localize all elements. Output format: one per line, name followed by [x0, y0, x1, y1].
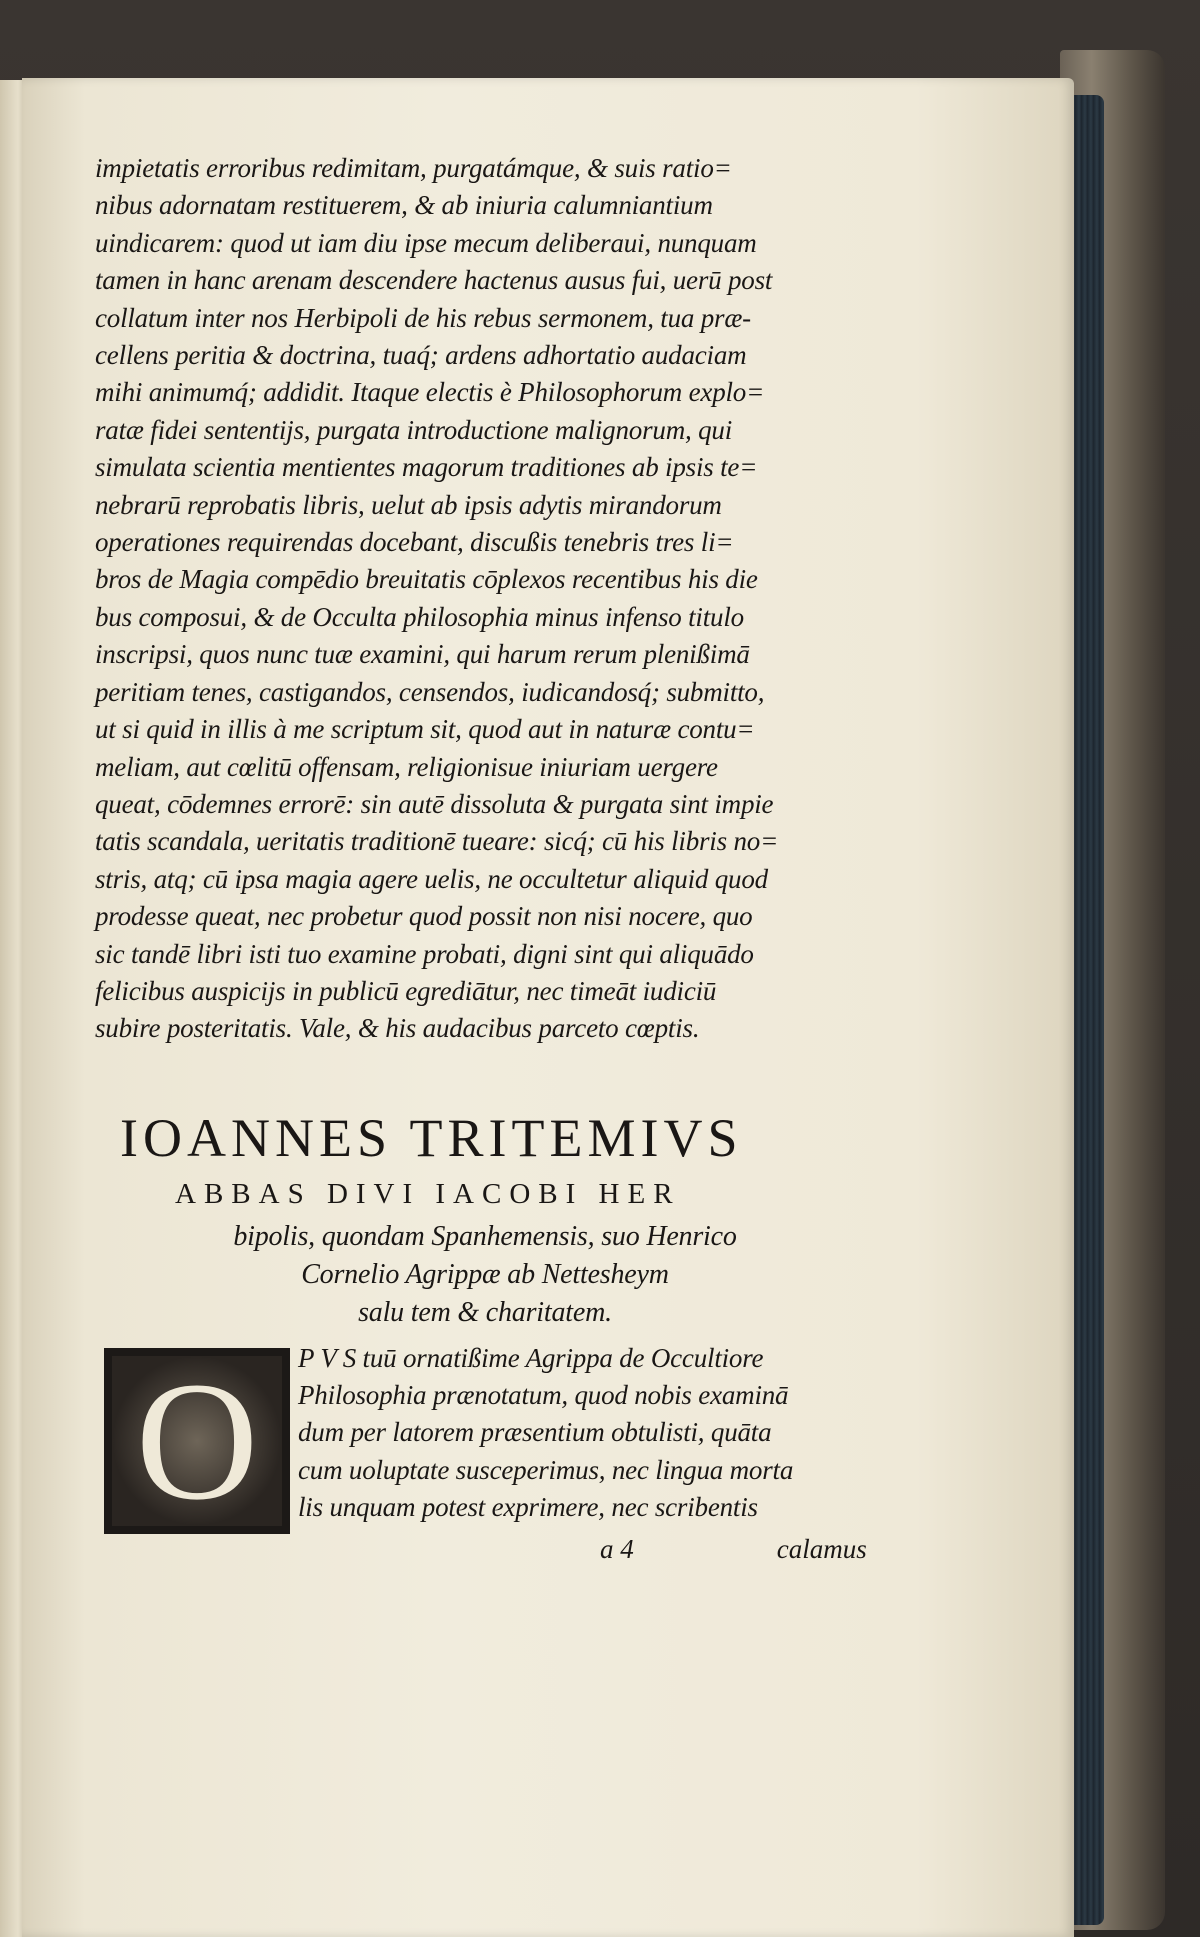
text-line: tamen in hanc arenam descendere hactenus ausus fui, uerū post	[95, 265, 773, 296]
text-line: cum uoluptate susceperimus, nec lingua morta	[298, 1454, 794, 1485]
decorated-initial	[104, 1348, 290, 1534]
initial-letter: O	[135, 1347, 259, 1535]
section-heading: IOANNES TRITEMIVS	[120, 1108, 743, 1168]
text-line: Philosophia prænotatum, quod nobis examinā	[298, 1380, 789, 1411]
salutation-line: salu tem & charitatem.	[358, 1297, 612, 1328]
text-line: lis unquam potest exprimere, nec scribentis	[298, 1491, 758, 1522]
page-footer	[600, 1534, 867, 1565]
text-line: nebrarū reprobatis libris, uelut ab ipsis adytis mirandorum	[95, 489, 722, 520]
text-line: impietatis erroribus redimitam, purgatámque, & suis ratio=	[95, 153, 732, 183]
text-line: subire posteritatis. Vale, & his audacibus parceto cœptis.	[95, 1013, 700, 1044]
salutation-line: Cornelio Agrippæ ab Nettesheym	[301, 1259, 669, 1290]
text-line: nibus adornatam restituerem, & ab iniuria calumniantium	[95, 190, 713, 221]
salutation-line: bipolis, quondam Spanhemensis, suo Henrico	[233, 1221, 737, 1252]
text-line: bus composui, & de Occulta philosophia minus infenso titulo	[95, 601, 744, 632]
text-line: uindicarem: quod ut iam diu ipse mecum deliberaui, nunquam	[95, 227, 757, 258]
text-line: bros de Magia compēdio breuitatis cōplexos recentibus his die	[95, 564, 758, 595]
text-line: ut si quid in illis à me scriptum sit, quod aut in naturæ contu=	[95, 714, 755, 745]
page-stack-edge	[1070, 95, 1104, 1925]
text-line: meliam, aut cœlitū offensam, religionisue iniuriam uergere	[95, 751, 718, 782]
text-line: queat, cōdemnes errorē: sin autē dissoluta & purgata sint impie	[95, 788, 774, 819]
text-line: cellens peritia & doctrina, tuaq́; ardens adhortatio audaciam	[95, 340, 747, 371]
text-line: collatum inter nos Herbipoli de his rebus sermonem, tua præ-	[95, 302, 751, 333]
text-line: operationes requirendas docebant, discußis tenebris tres li=	[95, 527, 734, 558]
text-line: sic tandē libri isti tuo examine probati, digni sint qui aliquādo	[95, 938, 754, 969]
text-line: dum per latorem præsentium obtulisti, quāta	[298, 1417, 772, 1448]
text-line: inscripsi, quos nunc tuæ examini, qui harum rerum plenißimā	[95, 639, 750, 670]
paragraph-2	[298, 1340, 888, 1526]
text-line: felicibus auspicijs in publicū egrediātur, nec timeāt iudiciū	[95, 975, 717, 1006]
text-line: ratæ fidei sententijs, purgata introductione malignorum, qui	[95, 414, 732, 445]
text-line: prodesse queat, nec probetur quod possit non nisi nocere, quo	[95, 901, 753, 932]
section-subheading: ABBAS DIVI IACOBI HER	[175, 1178, 681, 1210]
text-line: peritiam tenes, castigandos, censendos, iudicandosq́; submitto,	[95, 676, 765, 707]
text-line: mihi animumq́; addidit. Itaque electis è Philosophorum explo=	[95, 377, 765, 408]
text-line: P V S tuū ornatißime Agrippa de Occultiore	[298, 1343, 764, 1373]
signature-mark: a 4	[600, 1534, 634, 1564]
text-line: simulata scientia mentientes magorum traditiones ab ipsis te=	[95, 452, 758, 483]
text-line: tatis scandala, ueritatis traditionē tueare: sicq́; cū his libris no=	[95, 826, 779, 857]
salutation	[95, 1218, 875, 1332]
paragraph-1	[95, 150, 875, 1048]
catchword: calamus	[776, 1534, 867, 1564]
text-line: stris, atq; cū ipsa magia agere uelis, ne occultetur aliquid quod	[95, 863, 768, 894]
